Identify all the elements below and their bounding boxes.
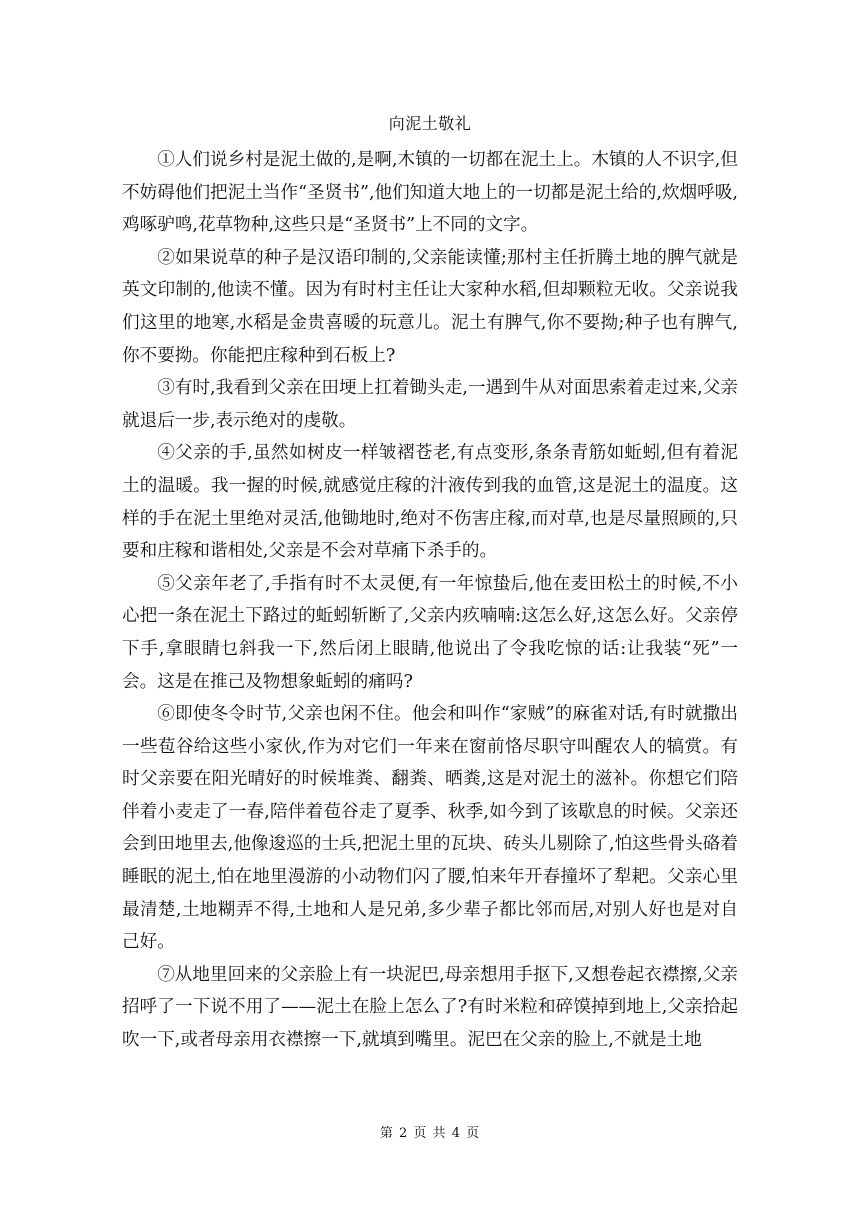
paragraph-4: ④父亲的手,虽然如树皮一样皱褶苍老,有点变形,条条青筋如蚯蚓,但有着泥土的温暖。我一握的时候,就感觉庄稼的汁液传到我的血管,这是泥土的温度。这样的手在泥土里绝对灵活,他锄地时,绝对不伤害庄稼,而对草,也是尽量照顾的,只要和庄稼和谐相处,父亲是不会对草痛下杀手的。	[122, 443, 738, 562]
paragraph-1: ①人们说乡村是泥土做的,是啊,木镇的一切都在泥土上。木镇的人不识字,但不妨碍他们把泥土当作“圣贤书”,他们知道大地上的一切都是泥土给的,炊烟呼吸,鸡啄驴鸣,花草物种,这些只是“圣贤书”上不同的文字。	[122, 150, 738, 236]
paragraph-5: ⑤父亲年老了,手指有时不太灵便,有一年惊蛰后,他在麦田松土的时候,不小心把一条在泥土下路过的蚯蚓斩断了,父亲内疚喃喃:这怎么好,这怎么好。父亲停下手,拿眼睛乜斜我一下,然后闭上眼睛,他说出了令我吃惊的话:让我装“死”一会。这是在推己及物想象蚯蚓的痛吗?	[122, 573, 738, 692]
page-footer: 第 2 页 共 4 页	[379, 1126, 481, 1141]
article-title: 向泥土敬礼	[388, 114, 472, 133]
paragraph-3: ③有时,我看到父亲在田埂上扛着锄头走,一遇到牛从对面思索着走过来,父亲就退后一步,表示绝对的虔敬。	[122, 378, 738, 431]
article-body	[122, 144, 738, 1057]
paragraph-2: ②如果说草的种子是汉语印制的,父亲能读懂;那村主任折腾土地的脾气就是英文印制的,他读不懂。因为有时村主任让大家种水稻,但却颗粒无收。父亲说我们这里的地寒,水稻是金贵喜暖的玩意儿。泥土有脾气,你不要拗;种子也有脾气,你不要拗。你能把庄稼种到石板上?	[122, 247, 738, 366]
paragraph-7: ⑦从地里回来的父亲脸上有一块泥巴,母亲想用手抠下,又想卷起衣襟擦,父亲招呼了一下说不用了——泥土在脸上怎么了?有时米粒和碎馍掉到地上,父亲拾起吹一下,或者母亲用衣襟擦一下,就填到嘴里。泥巴在父亲的脸上,不就是土地	[122, 964, 738, 1051]
paragraph-6: ⑥即使冬令时节,父亲也闲不住。他会和叫作“家贼”的麻雀对话,有时就撒出一些苞谷给这些小家伙,作为对它们一年来在窗前恪尽职守叫醒农人的犒赏。有时父亲要在阳光晴好的时候堆粪、翻粪、晒粪,这是对泥土的滋补。你想它们陪伴着小麦走了一春,陪伴着苞谷走了夏季、秋季,如今到了该歇息的时候。父亲还会到田地里去,他像逡巡的士兵,把泥土里的瓦块、砖头儿剔除了,怕这些骨头硌着睡眠的泥土,怕在地里漫游的小动物们闪了腰,怕来年开春撞坏了犁耙。父亲心里最清楚,土地糊弄不得,土地和人是兄弟,多少辈子都比邻而居,对别人好也是对自己好。	[122, 704, 738, 953]
